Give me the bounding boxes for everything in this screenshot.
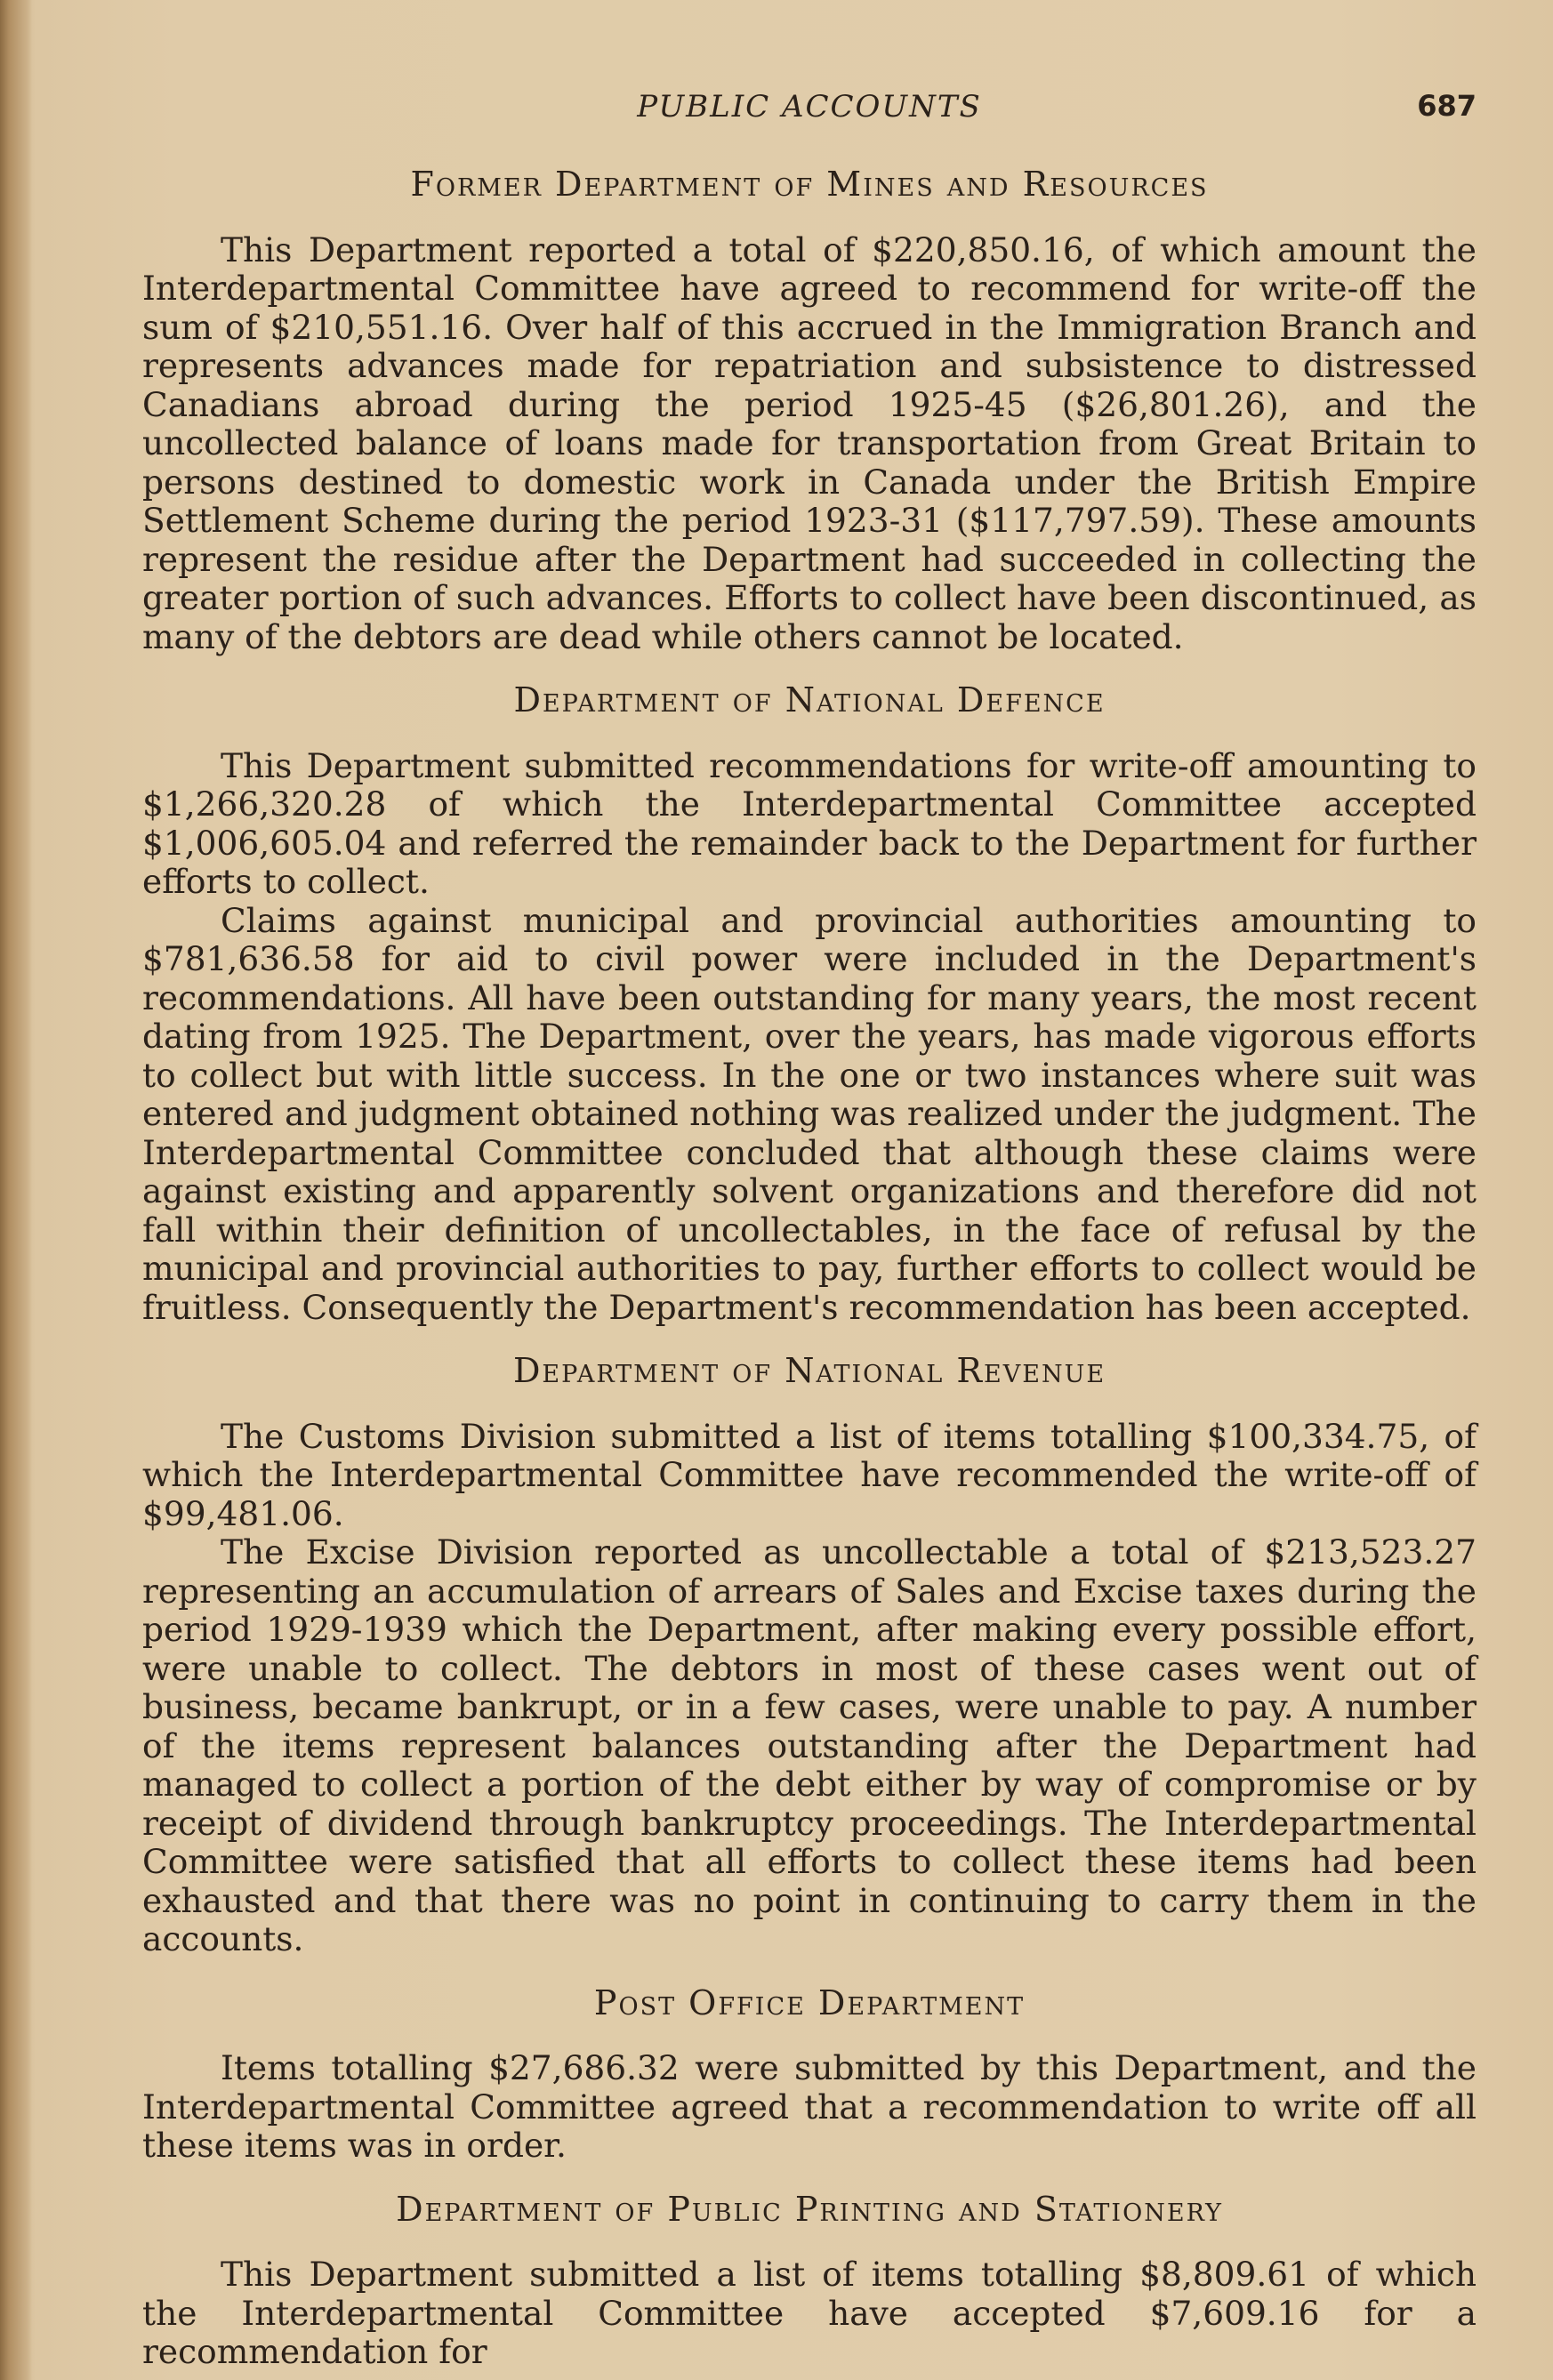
- paragraph: The Excise Division reported as uncollectable a total of $213,523.27 representing an accumulation of arrears of Sales and Excise taxes during the period 1929-1939 which the Department, after making every possible effort, were unable to collect. The debtors in most of these cases went out of business, became bankrupt, or in a few cases, were unable to pay. A number of the items represent balances outstanding after the Department had managed to collect a portion of the debt either by way of compromise or by receipt of dividend through bankruptcy proceedings. The Interdepartmental Committee were satisfied that all efforts to collect these items had been exhausted and that there was no point in continuing to carry them in the accounts.: [142, 1532, 1477, 1958]
- section-heading: Former Department of Mines and Resources: [410, 165, 1209, 204]
- section-heading: Post Office Department: [593, 1982, 1026, 2022]
- paragraph: The Customs Division submitted a list of items totalling $100,334.75, of which the Interdepartmental Committee have recommended the write-off of $99,481.06.: [142, 1416, 1477, 1533]
- section-heading: Department of National Defence: [513, 680, 1106, 720]
- paragraph: This Department reported a total of $220,850.16, of which amount the Interdepartmental Committee have agreed to recommend for write-off the sum of $210,551.16. Over half of this accrued in the Immigration Branch and represents advances made for repatriation and subsistence to distressed Canadians abroad during the period 1925-45 ($26,801.26), and the uncollected balance of loans made for transportation from Great Britain to persons destined to domestic work in Canada under the British Empire Settlement Scheme during the period 1923-31 ($117,797.59). These amounts represent the residue after the Department had succeeded in collecting the greater portion of such advances. Efforts to collect have been discontinued, as many of the debtors are dead while others cannot be located.: [142, 229, 1477, 656]
- page-body: [142, 158, 1477, 2372]
- running-head: PUBLIC ACCOUNTS: [637, 89, 982, 125]
- paragraph: This Department submitted recommendations for write-off amounting to $1,266,320.28 of which the Interdepartmental Committee accepted $1,006,605.04 and referred the remainder back to the Department for further efforts to collect.: [142, 745, 1477, 901]
- section-post-office: [142, 1984, 1477, 2166]
- section-heading: Department of Public Printing and Stationery: [396, 2189, 1223, 2229]
- paragraph: Items totalling $27,686.32 were submitted by this Department, and the Interdepartmental Committee agreed that a recommendation to write off all these items was in order.: [142, 2048, 1477, 2165]
- section-mines-resources: [142, 165, 1477, 656]
- section-heading: Department of National Revenue: [512, 1351, 1106, 1390]
- paragraph: This Department submitted a list of items totalling $8,809.61 of which the Interdepartmental Committee have accepted $7,609.16 for a recommendation for: [142, 2255, 1477, 2371]
- page-binding-edge: [0, 0, 32, 2380]
- section-national-revenue: [142, 1352, 1477, 1959]
- page-header: [142, 89, 1477, 133]
- page-number: 687: [1417, 89, 1477, 123]
- section-public-printing: [142, 2191, 1477, 2372]
- section-national-defence: [142, 681, 1477, 1327]
- paragraph: Claims against municipal and provincial authorities amounting to $781,636.58 for aid to civil power were included in the Department's recommendations. All have been outstanding for many years, the most recent dating from 1925. The Department, over the years, has made vigorous efforts to collect but with little success. In the one or two instances where suit was entered and judgment obtained nothing was realized under the judgment. The Interdepartmental Committee concluded that although these claims were against existing and apparently solvent organizations and therefore did not fall within their definition of uncollectables, in the face of refusal by the municipal and provincial authorities to pay, further efforts to collect would be fruitless. Consequently the Department's recommendation has been accepted.: [142, 900, 1477, 1327]
